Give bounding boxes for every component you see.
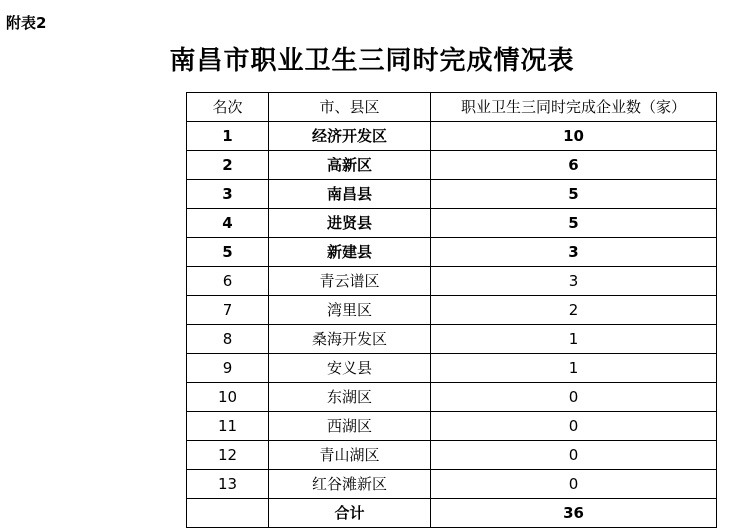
cell-count: 6 bbox=[431, 151, 717, 180]
table-header bbox=[187, 93, 717, 122]
table-row bbox=[187, 296, 717, 325]
cell-area: 高新区 bbox=[269, 151, 431, 180]
cell-rank: 7 bbox=[187, 296, 269, 325]
table-row bbox=[187, 441, 717, 470]
table-row bbox=[187, 151, 717, 180]
cell-count: 5 bbox=[431, 209, 717, 238]
cell-rank: 4 bbox=[187, 209, 269, 238]
table-row bbox=[187, 383, 717, 412]
cell-count: 0 bbox=[431, 383, 717, 412]
column-header-rank: 名次 bbox=[187, 93, 269, 122]
total-count: 36 bbox=[431, 499, 717, 528]
table-container bbox=[186, 92, 716, 528]
cell-count: 10 bbox=[431, 122, 717, 151]
table-row bbox=[187, 267, 717, 296]
column-header-count: 职业卫生三同时完成企业数（家） bbox=[431, 93, 717, 122]
cell-rank: 13 bbox=[187, 470, 269, 499]
attachment-label: 附表2 bbox=[6, 14, 47, 32]
table-footer bbox=[187, 499, 717, 528]
cell-rank: 10 bbox=[187, 383, 269, 412]
cell-rank: 5 bbox=[187, 238, 269, 267]
cell-rank: 12 bbox=[187, 441, 269, 470]
total-label: 合计 bbox=[269, 499, 431, 528]
cell-count: 0 bbox=[431, 412, 717, 441]
table-row bbox=[187, 209, 717, 238]
cell-rank: 8 bbox=[187, 325, 269, 354]
cell-area: 桑海开发区 bbox=[269, 325, 431, 354]
cell-area: 青山湖区 bbox=[269, 441, 431, 470]
table-total-row bbox=[187, 499, 717, 528]
cell-area: 新建县 bbox=[269, 238, 431, 267]
table-row bbox=[187, 412, 717, 441]
total-empty-cell bbox=[187, 499, 269, 528]
cell-area: 经济开发区 bbox=[269, 122, 431, 151]
column-header-area: 市、县区 bbox=[269, 93, 431, 122]
table-body bbox=[187, 122, 717, 499]
cell-rank: 6 bbox=[187, 267, 269, 296]
cell-area: 东湖区 bbox=[269, 383, 431, 412]
cell-rank: 3 bbox=[187, 180, 269, 209]
cell-count: 3 bbox=[431, 267, 717, 296]
cell-rank: 2 bbox=[187, 151, 269, 180]
table-row bbox=[187, 122, 717, 151]
cell-count: 0 bbox=[431, 470, 717, 499]
table-row bbox=[187, 470, 717, 499]
cell-area: 西湖区 bbox=[269, 412, 431, 441]
cell-area: 湾里区 bbox=[269, 296, 431, 325]
table-row bbox=[187, 354, 717, 383]
table-row bbox=[187, 180, 717, 209]
table-row bbox=[187, 238, 717, 267]
table-row bbox=[187, 325, 717, 354]
cell-count: 5 bbox=[431, 180, 717, 209]
cell-count: 1 bbox=[431, 354, 717, 383]
cell-rank: 1 bbox=[187, 122, 269, 151]
page-title: 南昌市职业卫生三同时完成情况表 bbox=[169, 46, 575, 76]
cell-area: 进贤县 bbox=[269, 209, 431, 238]
cell-area: 青云谱区 bbox=[269, 267, 431, 296]
statistics-table bbox=[186, 92, 717, 528]
cell-area: 南昌县 bbox=[269, 180, 431, 209]
cell-area: 安义县 bbox=[269, 354, 431, 383]
cell-count: 1 bbox=[431, 325, 717, 354]
cell-rank: 9 bbox=[187, 354, 269, 383]
cell-area: 红谷滩新区 bbox=[269, 470, 431, 499]
table-header-row bbox=[187, 93, 717, 122]
cell-count: 0 bbox=[431, 441, 717, 470]
cell-count: 3 bbox=[431, 238, 717, 267]
cell-count: 2 bbox=[431, 296, 717, 325]
cell-rank: 11 bbox=[187, 412, 269, 441]
